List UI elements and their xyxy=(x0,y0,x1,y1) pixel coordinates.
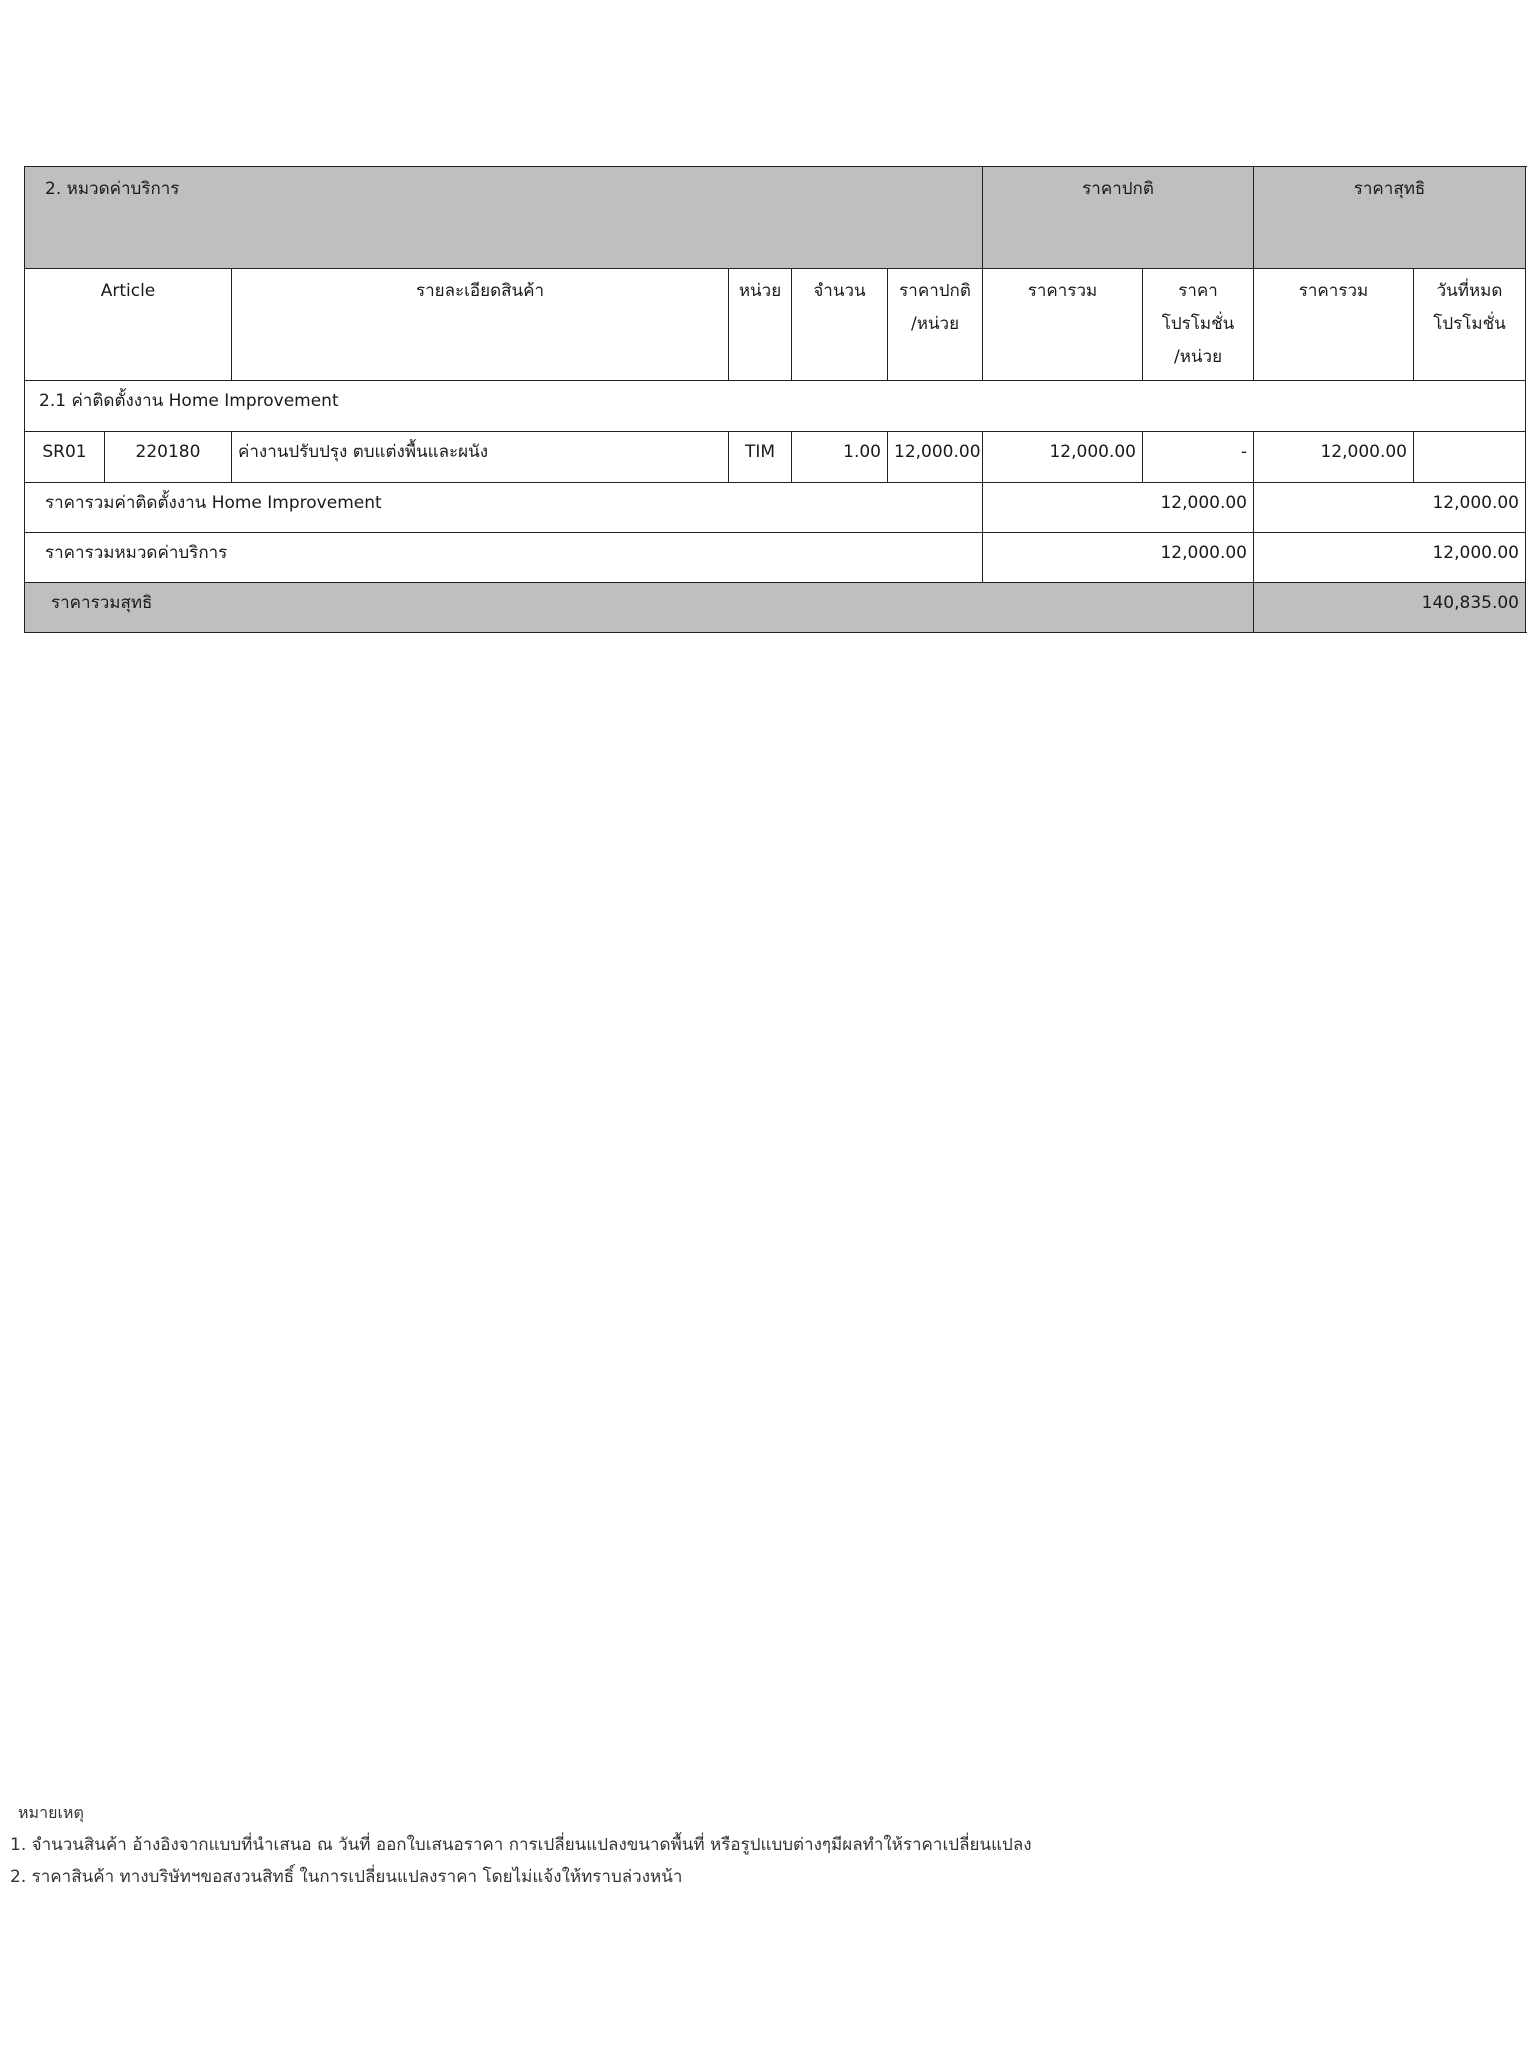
subtotal-net-total: 12,000.00 xyxy=(1254,483,1526,533)
section-header-row xyxy=(25,167,1526,269)
column-header-row xyxy=(25,269,1526,381)
col-header-promo-price xyxy=(1143,269,1254,381)
col-header-description: รายละเอียดสินค้า xyxy=(232,269,729,381)
item-description: ค่างานปรับปรุง ตบแต่งพื้นและผนัง xyxy=(232,432,729,483)
note-line-1: 1. จำนวนสินค้า อ้างอิงจากแบบที่นำเสนอ ณ วันที่ ออกใบเสนอราคา การเปลี่ยนแปลงขนาดพื้นที่ หรือรูปแบบต่างๆมีผลทำให้ราคาเปลี่ยนแปลง xyxy=(10,1835,1032,1855)
col-header-promo-end-line1: วันที่หมด xyxy=(1436,281,1503,301)
col-header-article: Article xyxy=(25,269,232,381)
col-header-promo-end xyxy=(1414,269,1526,381)
col-header-quantity: จำนวน xyxy=(792,269,888,381)
subtotal-label: ราคารวมค่าติดตั้งงาน Home Improvement xyxy=(25,483,983,533)
note-line-2: 2. ราคาสินค้า ทางบริษัทฯขอสงวนสิทธิ์ ในการเปลี่ยนแปลงราคา โดยไม่แจ้งให้ทราบล่วงหน้า xyxy=(10,1867,683,1887)
item-unit-price: 12,000.00 xyxy=(888,432,983,483)
grand-total-value: 140,835.00 xyxy=(1254,583,1526,633)
grand-total-row xyxy=(25,583,1526,633)
col-header-promo-price-line3: /หน่วย xyxy=(1173,347,1223,367)
subsection-title: 2.1 ค่าติดตั้งงาน Home Improvement xyxy=(25,381,1526,432)
col-header-net-total: ราคารวม xyxy=(1254,269,1414,381)
subsection-row xyxy=(25,381,1526,432)
item-article: 220180 xyxy=(105,432,232,483)
item-net-total: 12,000.00 xyxy=(1254,432,1414,483)
notes-section xyxy=(10,1797,1032,1893)
subtotal-row xyxy=(25,483,1526,533)
subtotal-regular-total: 12,000.00 xyxy=(983,483,1254,533)
grand-total-label: ราคารวมสุทธิ xyxy=(25,583,1254,633)
col-header-promo-price-line1: ราคา xyxy=(1178,281,1218,301)
table-row xyxy=(25,432,1526,483)
item-quantity: 1.00 xyxy=(792,432,888,483)
item-promo-price: - xyxy=(1143,432,1254,483)
section-title: 2. หมวดค่าบริการ xyxy=(25,167,983,269)
quotation-table xyxy=(24,166,1526,633)
col-header-promo-price-line2: โปรโมชั่น xyxy=(1161,314,1235,334)
notes-title: หมายเหตุ xyxy=(18,1803,84,1822)
item-code: SR01 xyxy=(25,432,105,483)
category-total-regular: 12,000.00 xyxy=(983,533,1254,583)
col-header-unit: หน่วย xyxy=(729,269,792,381)
col-header-promo-end-line2: โปรโมชั่น xyxy=(1433,314,1506,334)
col-header-regular-total: ราคารวม xyxy=(983,269,1143,381)
col-header-unit-price-line1: ราคาปกติ xyxy=(899,281,971,301)
category-total-net: 12,000.00 xyxy=(1254,533,1526,583)
item-regular-total: 12,000.00 xyxy=(983,432,1143,483)
category-total-row xyxy=(25,533,1526,583)
item-unit: TIM xyxy=(729,432,792,483)
item-promo-end xyxy=(1414,432,1526,483)
net-price-header: ราคาสุทธิ xyxy=(1254,167,1526,269)
col-header-unit-price xyxy=(888,269,983,381)
regular-price-header: ราคาปกติ xyxy=(983,167,1254,269)
col-header-unit-price-line2: /หน่วย xyxy=(910,314,960,334)
category-total-label: ราคารวมหมวดค่าบริการ xyxy=(25,533,983,583)
